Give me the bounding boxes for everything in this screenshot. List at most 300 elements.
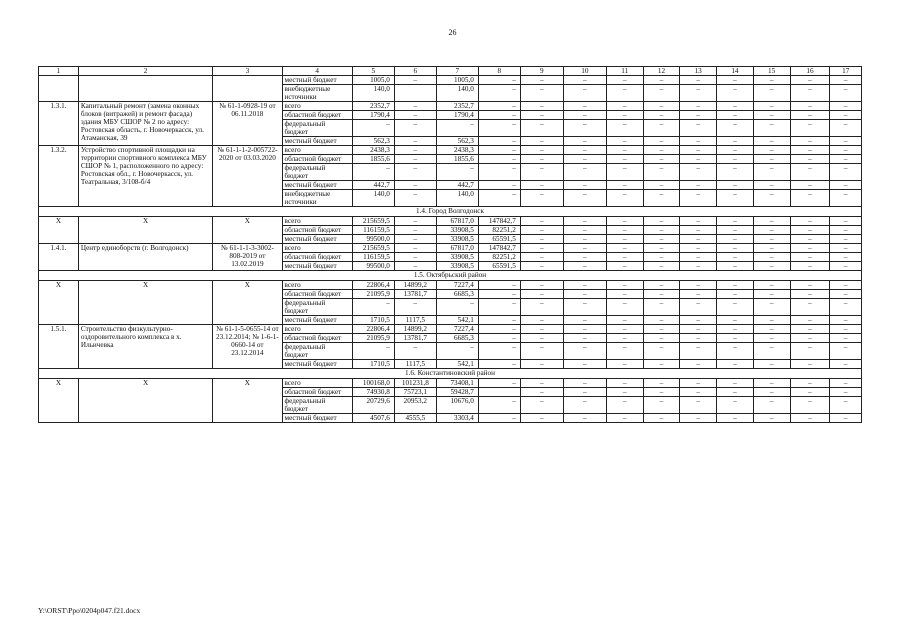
empty-value-cell: – (643, 253, 680, 262)
empty-value-cell: – (830, 299, 862, 316)
value-cell-5: 99500,0 (352, 235, 394, 244)
empty-value-cell: – (606, 181, 643, 190)
empty-value-cell: – (680, 334, 717, 343)
empty-value-cell: – (520, 146, 563, 155)
empty-value-cell: – (680, 190, 717, 207)
empty-value-cell: – (643, 155, 680, 164)
value-cell-7: – (436, 120, 478, 137)
value-cell-6: 14899,2 (394, 325, 436, 334)
value-cell-7: 1005,0 (436, 76, 478, 85)
empty-value-cell: – (563, 146, 606, 155)
empty-value-cell: – (643, 190, 680, 207)
empty-value-cell: – (606, 334, 643, 343)
header-cell: 2 (78, 67, 212, 76)
empty-value-cell: – (717, 102, 754, 111)
empty-value-cell: – (753, 76, 790, 85)
funding-source-cell: федеральный бюджет (282, 343, 352, 360)
value-cell-5: 140,0 (352, 190, 394, 207)
empty-value-cell: – (753, 379, 790, 388)
empty-value-cell: – (790, 360, 830, 369)
header-cell: 13 (680, 67, 717, 76)
empty-value-cell: – (753, 111, 790, 120)
empty-value-cell: – (753, 325, 790, 334)
value-cell-7: 562,3 (436, 137, 478, 146)
empty-value-cell: – (830, 76, 862, 85)
empty-value-cell: – (830, 325, 862, 334)
funding-source-cell: местный бюджет (282, 414, 352, 423)
funding-source-cell: местный бюджет (282, 137, 352, 146)
funding-source-cell: всего (282, 325, 352, 334)
value-cell-5: 22806,4 (352, 281, 394, 290)
value-cell-8: 147842,7 (478, 217, 520, 226)
empty-value-cell: – (563, 111, 606, 120)
empty-value-cell: – (680, 316, 717, 325)
funding-source-cell: всего (282, 379, 352, 388)
empty-value-cell: – (830, 388, 862, 397)
empty-value-cell: – (563, 316, 606, 325)
value-cell-8: – (478, 102, 520, 111)
empty-value-cell: – (563, 155, 606, 164)
empty-value-cell: – (643, 102, 680, 111)
empty-value-cell: – (520, 235, 563, 244)
value-cell-6: 13781,7 (394, 334, 436, 343)
value-cell-7: 73408,1 (436, 379, 478, 388)
empty-value-cell: – (753, 316, 790, 325)
empty-value-cell: – (830, 414, 862, 423)
value-cell-8: – (478, 316, 520, 325)
empty-value-cell: – (830, 181, 862, 190)
value-cell-6: 4555,5 (394, 414, 436, 423)
value-cell-7: 1855,6 (436, 155, 478, 164)
empty-value-cell: – (680, 325, 717, 334)
empty-value-cell: – (790, 146, 830, 155)
empty-value-cell: – (717, 325, 754, 334)
value-cell-6: 1117,5 (394, 360, 436, 369)
value-cell-8: – (478, 290, 520, 299)
empty-value-cell: – (606, 137, 643, 146)
empty-value-cell: – (753, 360, 790, 369)
empty-value-cell: – (520, 281, 563, 290)
empty-value-cell: – (717, 379, 754, 388)
empty-value-cell: – (680, 181, 717, 190)
value-cell-5: 562,3 (352, 137, 394, 146)
empty-value-cell: – (717, 155, 754, 164)
empty-value-cell: – (563, 343, 606, 360)
value-cell-6: 75723,1 (394, 388, 436, 397)
empty-value-cell: – (830, 164, 862, 181)
value-cell-6: – (394, 102, 436, 111)
empty-value-cell: – (790, 102, 830, 111)
empty-value-cell: – (680, 414, 717, 423)
empty-value-cell: – (606, 262, 643, 271)
empty-value-cell: – (643, 414, 680, 423)
empty-value-cell: – (790, 325, 830, 334)
value-cell-8: – (478, 181, 520, 190)
empty-value-cell: – (520, 217, 563, 226)
empty-value-cell: – (790, 155, 830, 164)
value-cell-6: 1117,5 (394, 316, 436, 325)
funding-source-cell: всего (282, 217, 352, 226)
value-cell-5: 2438,3 (352, 146, 394, 155)
value-cell-6: – (394, 190, 436, 207)
empty-value-cell: – (606, 190, 643, 207)
empty-value-cell: – (753, 146, 790, 155)
empty-value-cell: – (680, 244, 717, 253)
empty-value-cell: – (606, 217, 643, 226)
value-cell-5: 1005,0 (352, 76, 394, 85)
value-cell-8: – (478, 146, 520, 155)
value-cell-6: – (394, 244, 436, 253)
empty-value-cell: – (753, 164, 790, 181)
empty-value-cell: – (717, 299, 754, 316)
funding-source-cell: областной бюджет (282, 290, 352, 299)
empty-value-cell: – (606, 226, 643, 235)
value-cell-8: 82251,2 (478, 253, 520, 262)
header-cell: 6 (394, 67, 436, 76)
funding-source-cell: местный бюджет (282, 235, 352, 244)
empty-value-cell: – (520, 414, 563, 423)
empty-value-cell: – (790, 290, 830, 299)
empty-value-cell: – (520, 226, 563, 235)
empty-value-cell: – (606, 343, 643, 360)
table-row (39, 76, 862, 85)
empty-value-cell: – (717, 414, 754, 423)
empty-value-cell: – (790, 379, 830, 388)
empty-value-cell: – (753, 253, 790, 262)
value-cell-8: – (478, 137, 520, 146)
value-cell-6: – (394, 217, 436, 226)
empty-value-cell: – (643, 111, 680, 120)
empty-value-cell: – (717, 164, 754, 181)
empty-value-cell: – (643, 244, 680, 253)
empty-value-cell: – (606, 102, 643, 111)
value-cell-5: – (352, 299, 394, 316)
empty-value-cell: – (643, 76, 680, 85)
value-cell-6: 101231,8 (394, 379, 436, 388)
empty-value-cell: – (680, 146, 717, 155)
header-cell: 16 (790, 67, 830, 76)
empty-value-cell: – (753, 235, 790, 244)
empty-value-cell: – (520, 290, 563, 299)
empty-value-cell: – (643, 334, 680, 343)
empty-value-cell: – (643, 360, 680, 369)
empty-value-cell: – (520, 299, 563, 316)
document-number-cell: № 61-1-0928-19 от 06.11.2018 (213, 102, 282, 146)
empty-value-cell: – (830, 120, 862, 137)
funding-source-cell: местный бюджет (282, 181, 352, 190)
value-cell-7: 10676,0 (436, 397, 478, 414)
header-cell: 4 (282, 67, 352, 76)
empty-value-cell: – (790, 281, 830, 290)
empty-value-cell: – (643, 235, 680, 244)
empty-value-cell: – (680, 217, 717, 226)
funding-source-cell: областной бюджет (282, 253, 352, 262)
empty-value-cell: – (643, 290, 680, 299)
value-cell-7: 3303,4 (436, 414, 478, 423)
empty-value-cell: – (606, 325, 643, 334)
object-name-cell: X (78, 281, 212, 325)
empty-value-cell: – (606, 299, 643, 316)
value-cell-5: 215659,5 (352, 217, 394, 226)
value-cell-7: 33908,5 (436, 226, 478, 235)
empty-value-cell: – (563, 299, 606, 316)
funding-source-cell: областной бюджет (282, 388, 352, 397)
empty-value-cell: – (753, 244, 790, 253)
item-number-cell: 1.5.1. (39, 325, 79, 369)
empty-value-cell: – (830, 137, 862, 146)
table-row (39, 281, 862, 290)
empty-value-cell: – (563, 397, 606, 414)
funding-source-cell: всего (282, 102, 352, 111)
empty-value-cell: – (830, 281, 862, 290)
document-path-footer: Y:\ORST\Ppo\0204p047.f21.docx (38, 606, 141, 615)
document-number-cell: X (213, 217, 282, 244)
empty-value-cell: – (520, 137, 563, 146)
empty-value-cell: – (753, 155, 790, 164)
value-cell-6: – (394, 181, 436, 190)
object-name-cell: Центр единоборств (г. Волгодонск) (78, 244, 212, 271)
value-cell-5: 22806,4 (352, 325, 394, 334)
empty-value-cell: – (520, 181, 563, 190)
empty-value-cell: – (680, 120, 717, 137)
empty-value-cell: – (680, 76, 717, 85)
empty-value-cell: – (520, 360, 563, 369)
value-cell-6: – (394, 76, 436, 85)
empty-value-cell: – (717, 397, 754, 414)
empty-value-cell: – (717, 262, 754, 271)
empty-value-cell: – (520, 343, 563, 360)
empty-value-cell: – (790, 190, 830, 207)
empty-value-cell: – (563, 181, 606, 190)
empty-value-cell: – (563, 262, 606, 271)
value-cell-8: – (478, 299, 520, 316)
empty-value-cell: – (717, 253, 754, 262)
empty-value-cell: – (753, 397, 790, 414)
empty-value-cell: – (790, 120, 830, 137)
empty-value-cell: – (790, 181, 830, 190)
empty-value-cell: – (680, 379, 717, 388)
empty-value-cell: – (790, 244, 830, 253)
value-cell-8: – (478, 190, 520, 207)
funding-source-cell: местный бюджет (282, 360, 352, 369)
header-cell: 9 (520, 67, 563, 76)
empty-value-cell: – (680, 262, 717, 271)
empty-value-cell: – (830, 397, 862, 414)
empty-value-cell: – (606, 379, 643, 388)
item-number-cell: X (39, 281, 79, 325)
empty-value-cell: – (753, 137, 790, 146)
value-cell-5: – (352, 343, 394, 360)
section-title-row (39, 369, 862, 379)
empty-value-cell: – (520, 164, 563, 181)
empty-value-cell: – (830, 102, 862, 111)
value-cell-8: 82251,2 (478, 226, 520, 235)
value-cell-6 (394, 85, 436, 102)
value-cell-7: 542,1 (436, 316, 478, 325)
object-name-cell: Строительство физкультурно-оздоровительного комплекса в х. Ильичевка (78, 325, 212, 369)
value-cell-5: 215659,5 (352, 244, 394, 253)
value-cell-8: 65591,5 (478, 262, 520, 271)
item-number-cell: X (39, 379, 79, 423)
empty-value-cell: – (790, 334, 830, 343)
funding-source-cell: областной бюджет (282, 111, 352, 120)
value-cell-5: – (352, 164, 394, 181)
value-cell-5: 4507,6 (352, 414, 394, 423)
empty-value-cell: – (643, 217, 680, 226)
empty-value-cell: – (830, 360, 862, 369)
value-cell-5: 100168,0 (352, 379, 394, 388)
value-cell-5: 2352,7 (352, 102, 394, 111)
empty-value-cell: – (790, 85, 830, 102)
empty-value-cell: – (753, 414, 790, 423)
empty-value-cell: – (680, 360, 717, 369)
funding-source-cell: местный бюджет (282, 76, 352, 85)
value-cell-7: 140,0 (436, 85, 478, 102)
value-cell-5: 1710,5 (352, 360, 394, 369)
empty-value-cell: – (717, 226, 754, 235)
header-cell: 8 (478, 67, 520, 76)
value-cell-5: 74930,8 (352, 388, 394, 397)
value-cell-7: 33908,5 (436, 253, 478, 262)
empty-value-cell: – (680, 299, 717, 316)
empty-value-cell: – (643, 379, 680, 388)
empty-value-cell: – (520, 253, 563, 262)
empty-value-cell: – (830, 343, 862, 360)
value-cell-7: 59428,7 (436, 388, 478, 397)
value-cell-8: – (478, 85, 520, 102)
table-row (39, 244, 862, 253)
empty-value-cell: – (717, 146, 754, 155)
section-title-row (39, 271, 862, 281)
empty-value-cell: – (753, 343, 790, 360)
empty-value-cell: – (563, 388, 606, 397)
empty-value-cell: – (680, 102, 717, 111)
header-cell: 10 (563, 67, 606, 76)
empty-value-cell: – (643, 388, 680, 397)
header-cell: 11 (606, 67, 643, 76)
value-cell-5: 1855,6 (352, 155, 394, 164)
empty-value-cell: – (606, 388, 643, 397)
empty-value-cell: – (520, 316, 563, 325)
header-cell: 14 (717, 67, 754, 76)
funding-source-cell: внебюджетные источники (282, 190, 352, 207)
header-cell: 12 (643, 67, 680, 76)
value-cell-5: 1710,5 (352, 316, 394, 325)
empty-value-cell: – (520, 244, 563, 253)
object-name-cell: X (78, 379, 212, 423)
value-cell-8: – (478, 120, 520, 137)
value-cell-6: – (394, 262, 436, 271)
value-cell-5: 1790,4 (352, 111, 394, 120)
empty-value-cell: – (563, 325, 606, 334)
value-cell-7: 33908,5 (436, 235, 478, 244)
empty-value-cell: – (520, 325, 563, 334)
empty-value-cell: – (643, 325, 680, 334)
empty-value-cell: – (753, 217, 790, 226)
empty-value-cell: – (790, 164, 830, 181)
empty-value-cell: – (753, 290, 790, 299)
budget-table (38, 66, 862, 423)
object-name-cell (78, 76, 212, 102)
value-cell-8 (478, 388, 520, 397)
value-cell-6: 20953,2 (394, 397, 436, 414)
empty-value-cell: – (606, 360, 643, 369)
empty-value-cell: – (563, 102, 606, 111)
empty-value-cell: – (830, 253, 862, 262)
value-cell-6: – (394, 111, 436, 120)
empty-value-cell: – (606, 414, 643, 423)
empty-value-cell: – (753, 388, 790, 397)
empty-value-cell: – (790, 343, 830, 360)
value-cell-7: – (436, 343, 478, 360)
empty-value-cell: – (680, 290, 717, 299)
value-cell-7: 67817,0 (436, 244, 478, 253)
empty-value-cell: – (520, 85, 563, 102)
empty-value-cell: – (643, 120, 680, 137)
document-number-cell (213, 76, 282, 102)
empty-value-cell: – (606, 146, 643, 155)
empty-value-cell: – (643, 299, 680, 316)
value-cell-6: – (394, 120, 436, 137)
empty-value-cell: – (680, 343, 717, 360)
empty-value-cell: – (717, 120, 754, 137)
empty-value-cell: – (643, 262, 680, 271)
empty-value-cell: – (717, 334, 754, 343)
value-cell-6: – (394, 137, 436, 146)
header-cell: 15 (753, 67, 790, 76)
empty-value-cell: – (563, 76, 606, 85)
empty-value-cell: – (643, 281, 680, 290)
empty-value-cell: – (520, 76, 563, 85)
empty-value-cell: – (563, 414, 606, 423)
empty-value-cell: – (520, 120, 563, 137)
funding-source-cell: областной бюджет (282, 226, 352, 235)
empty-value-cell: – (643, 85, 680, 102)
value-cell-5: 21095,9 (352, 290, 394, 299)
value-cell-6: – (394, 253, 436, 262)
empty-value-cell: – (606, 111, 643, 120)
empty-value-cell: – (680, 111, 717, 120)
value-cell-7: 7227,4 (436, 281, 478, 290)
empty-value-cell: – (753, 226, 790, 235)
empty-value-cell: – (680, 155, 717, 164)
empty-value-cell: – (830, 146, 862, 155)
value-cell-8: – (478, 343, 520, 360)
value-cell-5: 21095,9 (352, 334, 394, 343)
funding-source-cell: федеральный бюджет (282, 120, 352, 137)
empty-value-cell: – (830, 235, 862, 244)
value-cell-6: 13781,7 (394, 290, 436, 299)
empty-value-cell: – (520, 190, 563, 207)
empty-value-cell: – (520, 379, 563, 388)
object-name-cell: X (78, 217, 212, 244)
page-number: 26 (448, 28, 457, 37)
empty-value-cell: – (606, 253, 643, 262)
table-row (39, 217, 862, 226)
item-number-cell: 1.3.2. (39, 146, 79, 207)
empty-value-cell: – (830, 111, 862, 120)
section-title: 1.4. Город Волгодонск (39, 207, 862, 217)
table-row (39, 379, 862, 388)
header-cell: 7 (436, 67, 478, 76)
empty-value-cell: – (680, 137, 717, 146)
empty-value-cell: – (830, 244, 862, 253)
empty-value-cell: – (643, 397, 680, 414)
empty-value-cell: – (753, 181, 790, 190)
empty-value-cell: – (717, 244, 754, 253)
empty-value-cell: – (563, 334, 606, 343)
empty-value-cell: – (790, 388, 830, 397)
